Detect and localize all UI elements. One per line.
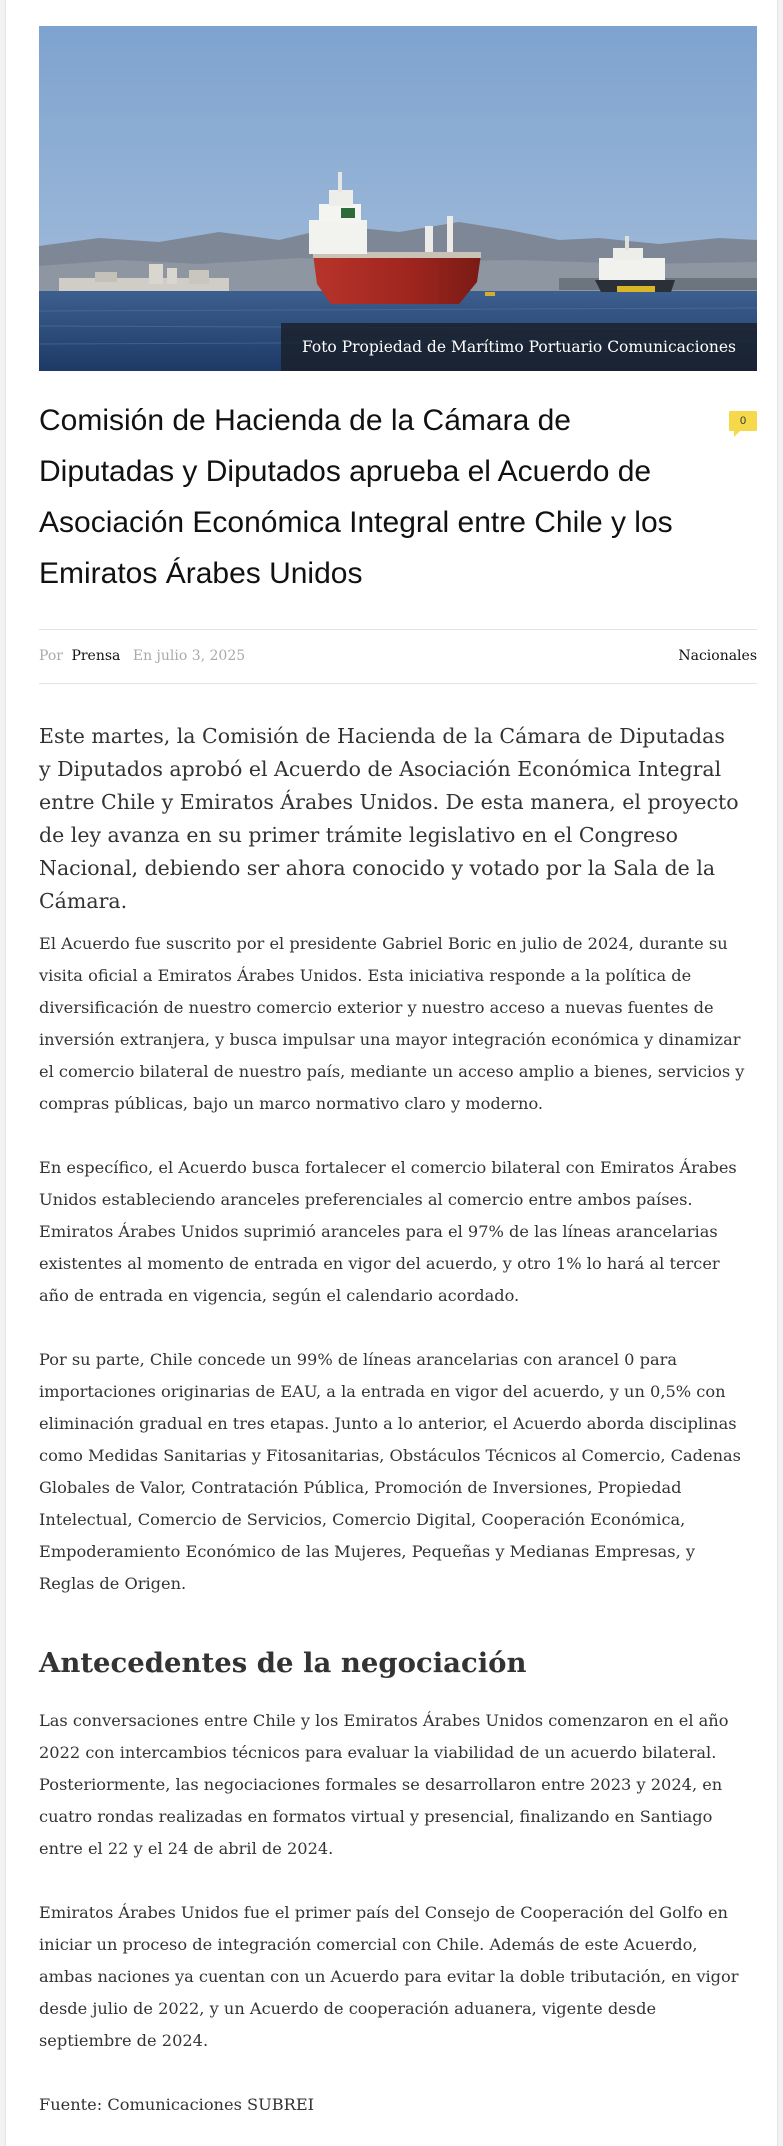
author-link[interactable]: Prensa (71, 648, 121, 664)
comment-count-badge[interactable]: 0 (729, 411, 757, 431)
photo-caption: Foto Propiedad de Marítimo Portuario Comunicaciones (281, 323, 757, 371)
publish-date: En julio 3, 2025 (132, 648, 246, 664)
tanker-ship-photo (39, 26, 757, 371)
article-paragraph: El Acuerdo fue suscrito por el presidente Gabriel Boric en julio de 2024, durante su visita oficial a Emiratos Árabes Unidos. Esta iniciativa responde a la política de diversificación de nuestro comercio exterior y nuestro acceso a nuevas fuentes de inversión extranjera, y busca impulsar una mayor integración económica y dinamizar el comercio bilateral de nuestro país, mediante un acceso amplio a bienes, servicios y compras públicas, bajo un marco normativo claro y moderno. (39, 934, 745, 1113)
by-label: Por (39, 648, 63, 664)
article-paragraph: Las conversaciones entre Chile y los Emiratos Árabes Unidos comenzaron en el año 2022 con intercambios técnicos para evaluar la viabilidad de un acuerdo bilateral. Posteriormente, las negociaciones formales se desarrollaron entre 2023 y 2024, en cuatro rondas realizadas en formatos virtual y presencial, finalizando en Santiago entre el 22 y el 24 de abril de 2024. (39, 1711, 729, 1858)
article-paragraph: Por su parte, Chile concede un 99% de líneas arancelarias con arancel 0 para importaciones originarias de EAU, a la entrada en vigor del acuerdo, y un 0,5% con eliminación gradual en tres etapas. Junto a lo anterior, el Acuerdo aborda disciplinas como Medidas Sanitarias y Fitosanitarias, Obstáculos Técnicos al Comercio, Cadenas Globales de Valor, Contratación Pública, Promoción de Inversiones, Propiedad Intelectual, Comercio de Servicios, Comercio Digital, Cooperación Económica, Empoderamiento Económico de las Mujeres, Pequeñas y Medianas Empresas, y Reglas de Origen. (39, 1350, 741, 1593)
article-paragraph: Emiratos Árabes Unidos fue el primer país del Consejo de Cooperación del Golfo en iniciar un proceso de integración comercial con Chile. Además de este Acuerdo, ambas naciones ya cuentan con un Acuerdo para evitar la doble tributación, en vigor desde julio de 2022, y un Acuerdo de cooperación aduanera, vigente desde septiembre de 2024. (39, 1903, 739, 2050)
article-card (5, 0, 778, 2146)
article-meta (39, 629, 757, 684)
article-title: Comisión de Hacienda de la Cámara de Diputadas y Diputados aprueba el Acuerdo de Asociación Económica Integral entre Chile y los Emiratos Árabes Unidos (39, 404, 673, 590)
article-lead: Este martes, la Comisión de Hacienda de la Cámara de Diputadas y Diputados aprobó el Acuerdo de Asociación Económica Integral entre Chile y Emiratos Árabes Unidos. De esta manera, el proyecto de ley avanza en su primer trámite legislativo en el Congreso Nacional, debiendo ser ahora conocido y votado por la Sala de la Cámara. (39, 724, 739, 913)
article-paragraph: En específico, el Acuerdo busca fortalecer el comercio bilateral con Emiratos Árabes Unidos estableciendo aranceles preferenciales al comercio entre ambos países. Emiratos Árabes Unidos suprimió aranceles para el 97% de las líneas arancelarias existentes al momento de entrada en vigor del acuerdo, y otro 1% lo hará al tercer año de entrada en vigencia, según el calendario acordado. (39, 1158, 737, 1305)
category-link[interactable]: Nacionales (678, 648, 757, 664)
article-source: Fuente: Comunicaciones SUBREI (39, 2095, 315, 2114)
section-heading: Antecedentes de la negociación (39, 1647, 527, 1679)
featured-image[interactable] (39, 26, 757, 371)
